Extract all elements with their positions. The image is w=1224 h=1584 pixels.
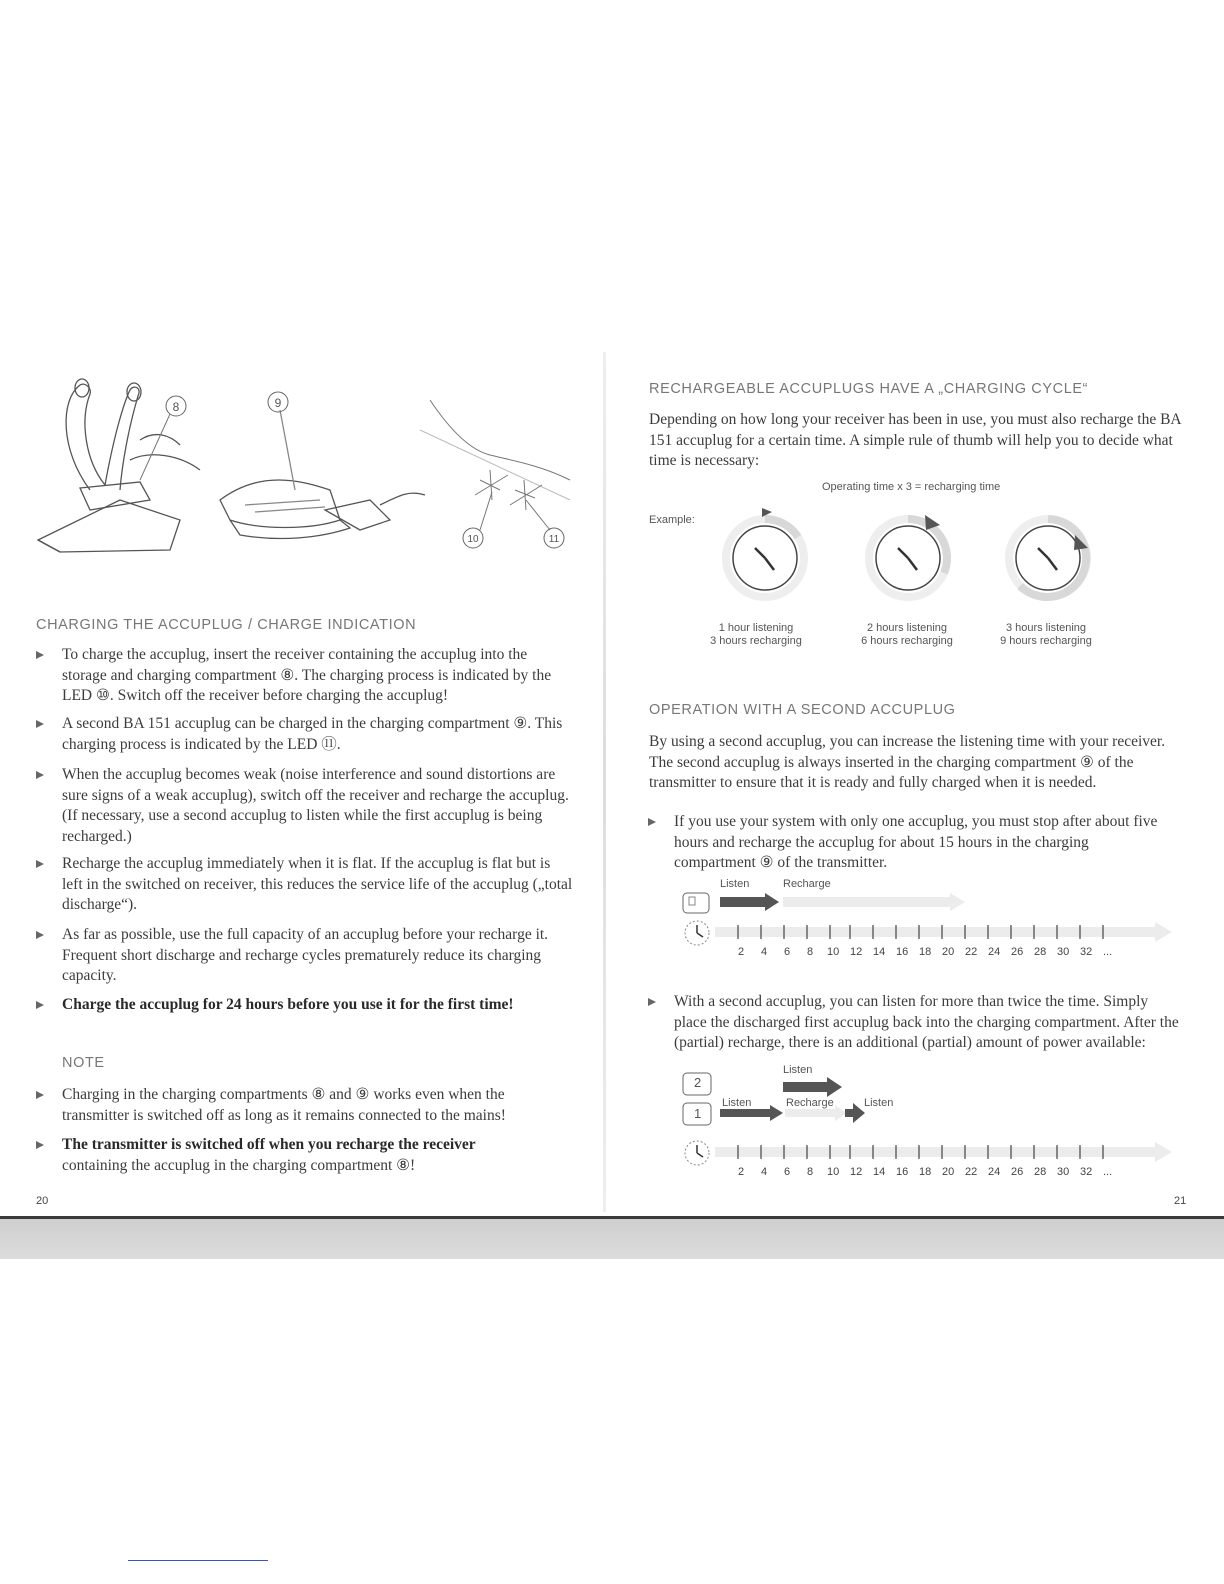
bullet-text: To charge the accuplug, insert the receiver containing the accuplug into the storage and charging compartment ⑧. The charging process is indicated by the LED ⑩. Switch off the receiver before charging the accuplug! [62, 646, 552, 704]
clock-1-icon [726, 508, 804, 597]
charging-illustration [30, 370, 590, 585]
recharge-arrow [785, 1105, 847, 1121]
tick-label: 14 [873, 946, 886, 958]
clock-caption-line: 6 hours recharging [861, 635, 953, 647]
listen2-arrow [845, 1103, 865, 1123]
clock-small-icon [685, 1141, 709, 1165]
timeline2-listen-top-label: Listen [783, 1064, 813, 1076]
svg-text:8: 8 [172, 400, 180, 414]
listen-arrow [720, 1105, 783, 1121]
callout-10 [463, 528, 483, 548]
page-spine [603, 352, 606, 1212]
tick-label: 14 [873, 1166, 886, 1178]
clock-diagram [720, 500, 1110, 620]
tick-label: 22 [965, 946, 978, 958]
tick-label: 8 [807, 1166, 814, 1178]
page-number-left: 20 [36, 1195, 49, 1207]
clock-caption [986, 622, 1106, 648]
timeline1-graphic [675, 885, 1185, 955]
bullet-text: As far as possible, use the full capacity of an accuplug before your recharge it. Frequent short discharge and recharge cycles prematurely reduce its charging capacity. [62, 926, 549, 984]
clock-caption-line: 9 hours recharging [1000, 635, 1092, 647]
clock-3-icon [1009, 519, 1088, 597]
listen-arrow [720, 893, 779, 911]
tick-label: 4 [761, 1166, 768, 1178]
formula: Operating time x 3 = recharging time [822, 481, 1001, 493]
badge-1: 1 [694, 1106, 702, 1121]
listen-top-arrow [783, 1077, 842, 1097]
bullet-item [62, 645, 574, 707]
timeline2-listen-label: Listen [722, 1097, 752, 1109]
recharge-arrow [783, 893, 965, 911]
bullet-text: A second BA 151 accuplug can be charged in the charging compartment ⑨. This charging process is indicated by the LED ⑪. [62, 715, 563, 753]
tick-label: 26 [1011, 946, 1024, 958]
timeline2-graphic [675, 1065, 1185, 1175]
clock-2-icon [869, 515, 947, 597]
bullet-text: Charge the accuplug for 24 hours before you use it for the first time! [62, 996, 514, 1013]
svg-text:11: 11 [548, 534, 560, 545]
clock-caption-line: 3 hours listening [1005, 622, 1087, 634]
bullet-item [62, 714, 574, 755]
clock-caption-line: 2 hours listening [866, 622, 948, 634]
bullet-item [62, 854, 574, 916]
svg-text:10: 10 [467, 534, 479, 545]
example-label: Example: [649, 514, 695, 526]
clock-caption [847, 622, 967, 648]
tick-label: 2 [738, 1166, 745, 1178]
bullet-text: If you use your system with only one accuplug, you must stop after about five hours and recharge the accuplug for about 15 hours in the charging compartment ⑨ of the transmitter. [674, 813, 1158, 871]
note-text: Charging in the charging compartments ⑧ and ⑨ works even when the transmitter is switched off as long as it remains connected to the mains! [62, 1086, 506, 1124]
tick-label: 8 [807, 946, 814, 958]
clock-caption-line: 1 hour listening [718, 622, 794, 634]
tick-label: 16 [896, 1166, 909, 1178]
second-accuplug-paragraph: By using a second accuplug, you can increase the listening time with your receiver. The second accuplug is always inserted in the charging compartment ⑨ of the transmitter to ensure that it is ready and fully charged when it is needed. [649, 733, 1166, 791]
bullet-item-bold [62, 995, 582, 1016]
bullet-item [674, 812, 1164, 874]
tick-label: 32 [1080, 1166, 1093, 1178]
tick-label: 16 [896, 946, 909, 958]
tick-label: 12 [850, 946, 863, 958]
note-text: containing the accuplug in the charging compartment ⑧! [62, 1156, 416, 1174]
note-heading: NOTE [62, 1055, 105, 1071]
tick-label: 20 [942, 946, 955, 958]
bullet-text: Recharge the accuplug immediately when it is flat. If the accuplug is flat but is left in the switched on receiver, this reduces the service life of the accuplug („total discharge“). [62, 855, 573, 913]
tick-label: 18 [919, 946, 932, 958]
tick-label: 28 [1034, 946, 1047, 958]
timeline1-listen-label: Listen [720, 878, 750, 890]
section-heading-cycle: RECHARGEABLE ACCUPLUGS HAVE A „CHARGING CYCLE“ [649, 381, 1089, 397]
timeline2-ticks [728, 1166, 1128, 1180]
tick-label: 10 [827, 946, 840, 958]
tick-label: 10 [827, 1166, 840, 1178]
note-item [62, 1085, 574, 1126]
tick-label: 4 [761, 946, 768, 958]
tick-label: 6 [784, 1166, 791, 1178]
svg-text:9: 9 [274, 396, 282, 410]
clock-caption [696, 622, 816, 648]
led-drawing [420, 400, 570, 530]
note-bold-text: The transmitter is switched off when you recharge the receiver [62, 1136, 476, 1153]
bullet-item [62, 765, 574, 847]
callout-11 [544, 528, 564, 548]
tick-label: 30 [1057, 946, 1070, 958]
tick-label: 12 [850, 1166, 863, 1178]
transmitter-drawing [220, 410, 425, 539]
timeline2-listen2-label: Listen [864, 1097, 894, 1109]
tick-label: 6 [784, 946, 791, 958]
bullet-text: When the accuplug becomes weak (noise interference and sound distortions are sure signs of a weak accuplug), switch off the receiver and recharge the accuplug. (If necessary, use a second accuplug to listen while the first accuplug is being recharged.) [62, 766, 569, 845]
intro-paragraph: Depending on how long your receiver has been in use, you must also recharge the BA 151 accuplug for a certain time. A simple rule of thumb will help you to decide what time is necessary: [649, 411, 1181, 469]
tick-label: 24 [988, 946, 1001, 958]
bullet-text: With a second accuplug, you can listen for more than twice the time. Simply place the discharged first accuplug back into the charging compartment. After the (partial) recharge, there is an additional (partial) amount of power available: [674, 993, 1179, 1051]
tick-label: 32 [1080, 946, 1093, 958]
page-number-right: 21 [1174, 1195, 1187, 1207]
clock-caption-line: 3 hours recharging [710, 635, 802, 647]
section-heading-charging: CHARGING THE ACCUPLUG / CHARGE INDICATION [36, 617, 417, 633]
tick-label: 28 [1034, 1166, 1047, 1178]
tick-label: 24 [988, 1166, 1001, 1178]
section-heading-second-accuplug: OPERATION WITH A SECOND ACCUPLUG [649, 702, 956, 718]
accuplug-icon [683, 893, 709, 913]
note-item [62, 1135, 574, 1176]
clock-small-icon [685, 921, 709, 945]
callout-8 [140, 396, 186, 480]
tick-label: 20 [942, 1166, 955, 1178]
bullet-item [674, 992, 1184, 1054]
timeline2-recharge-label: Recharge [786, 1097, 834, 1109]
tick-label: 22 [965, 1166, 978, 1178]
scan-shadow [0, 1219, 1224, 1259]
tick-label: 18 [919, 1166, 932, 1178]
tick-label: 26 [1011, 1166, 1024, 1178]
badge-2: 2 [694, 1075, 702, 1090]
callout-9 [268, 392, 288, 412]
timeline1-recharge-label: Recharge [783, 878, 831, 890]
bullet-item [62, 925, 574, 987]
tick-label: 2 [738, 946, 745, 958]
tick-label: ... [1103, 1166, 1113, 1178]
timeline1-ticks [728, 946, 1128, 960]
tick-label: 30 [1057, 1166, 1070, 1178]
tick-label: ... [1103, 946, 1113, 958]
footnote-rule [128, 1560, 268, 1561]
